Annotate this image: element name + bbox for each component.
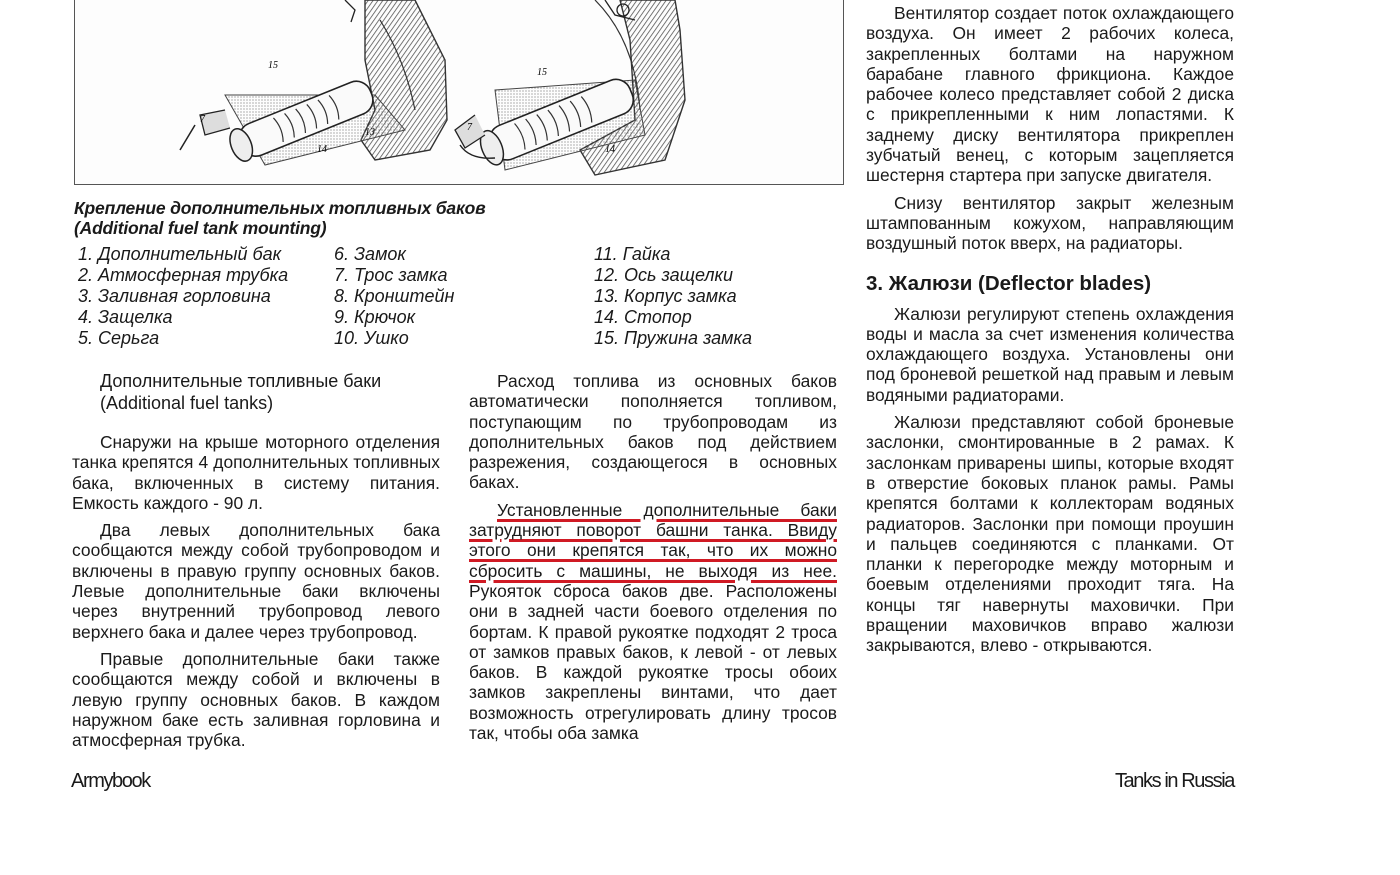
highlighted-text: Установленные дополнительные баки затрудняют поворот башни танка. Ввиду этого они крепятся так, что их можно сбросить с машины, не выходя из нее. bbox=[469, 499, 837, 581]
left-assembly bbox=[180, 0, 447, 165]
paragraph: Вентилятор создает поток охлаждающего воздуха. Он имеет 2 рабочих колеса, закрепленных болтами на наружном барабане главного фрикциона. Каждое рабочее колесо представляет собой 2 диска с прикрепленными к ним лопастями. К заднему диску вентилятора прикреплен зубчатый венец, с которым зацепляется шестерня стартера при запуске двигателя. bbox=[866, 3, 1234, 186]
paragraph-continuation: Рукояток сброса баков две. Расположены они в задней части боевого отделения по бортам. К правой рукоятке подходят 2 троса от замков правых баков, к левой - от левых баков. В каждой рукоятке тросы обоих замков закреплены винтами, что дает возможность отрегулировать длину тросов так, чтобы оба замка bbox=[469, 580, 837, 744]
callout-label: 14 bbox=[605, 144, 615, 155]
fuel-tank-mounting-drawing bbox=[75, 0, 843, 184]
legend-item: 15. Пружина замка bbox=[594, 328, 753, 348]
caption-title-ru: Крепление дополнительных топливных баков bbox=[74, 198, 486, 218]
paragraph: Два левых дополнительных бака сообщаются между собой трубопроводом и включены в правую группу основных баков. Левые дополнительные баки включены через внутренний трубопровод левого верхнего бака и далее через трубопровод. bbox=[72, 520, 440, 642]
subheading-en: (Additional fuel tanks) bbox=[100, 393, 274, 413]
legend-column-1 bbox=[78, 244, 288, 349]
callout-label: 7 bbox=[467, 122, 472, 133]
legend-item: 3. Заливная горловина bbox=[78, 286, 271, 306]
legend-item: 8. Кронштейн bbox=[334, 286, 455, 306]
legend-column-2 bbox=[334, 244, 454, 349]
callout-label: 14 bbox=[317, 144, 327, 155]
text-column-1 bbox=[72, 370, 440, 750]
legend-item: 5. Серьга bbox=[78, 328, 160, 348]
legend-item: 1. Дополнительный бак bbox=[78, 244, 282, 264]
callout-label: 15 bbox=[537, 67, 547, 78]
legend-item: 2. Атмосферная трубка bbox=[78, 265, 289, 285]
legend-item: 11. Гайка bbox=[594, 244, 671, 264]
paragraph: Снизу вентилятор закрыт железным штампованным кожухом, направляющим воздушный поток вверх, на радиаторы. bbox=[866, 192, 1234, 254]
text-column-2 bbox=[469, 371, 837, 743]
callout-label: 13 bbox=[365, 127, 375, 138]
paragraph: Жалюзи регулируют степень охлаждения воды и масла за счет изменения количества охлаждающего воздуха. Установлены они под броневой решеткой над правым и левым водяными радиаторами. bbox=[866, 303, 1234, 405]
callout-label: 7 bbox=[200, 114, 205, 125]
paragraph bbox=[469, 500, 837, 744]
caption-title-en: (Additional fuel tank mounting) bbox=[74, 218, 327, 238]
right-assembly bbox=[455, 0, 685, 175]
paragraph: Правые дополнительные баки также сообщаются между собой и включены в левую группу основных баков. В каждом наружном баке есть заливная горловина и атмосферная трубка. bbox=[72, 648, 440, 751]
subheading-ru: Дополнительные топливные баки bbox=[100, 371, 382, 391]
legend-item: 7. Трос замка bbox=[334, 265, 448, 285]
legend-item: 14. Стопор bbox=[594, 307, 692, 327]
legend-item: 6. Замок bbox=[334, 244, 406, 264]
legend-item: 4. Защелка bbox=[78, 307, 173, 327]
text-column-3 bbox=[866, 3, 1234, 656]
legend-item: 10. Ушко bbox=[334, 328, 409, 348]
callout-label: 15 bbox=[268, 60, 278, 71]
legend-item: 12. Ось защелки bbox=[594, 265, 734, 285]
section-subheading bbox=[72, 370, 440, 414]
paragraph: Снаружи на крыше моторного отделения танка крепятся 4 дополнительных топливных бака, включенных в систему питания. Емкость каждого - 90 л. bbox=[72, 432, 440, 513]
paragraph: Расход топлива из основных баков автоматически пополняется топливом, поступающим по трубопроводам из дополнительных баков под действием разрежения, создающегося в основных баках. bbox=[469, 371, 837, 493]
section-heading: 3. Жалюзи (Deflector blades) bbox=[866, 271, 1152, 295]
footer-left-label: Armybook bbox=[71, 770, 150, 792]
legend-column-3 bbox=[594, 244, 752, 349]
paragraph: Жалюзи представляют собой броневые заслонки, смонтированные в 2 рамах. К заслонкам приварены шипы, которые входят в отверстие боковых планок рамы. Рамы крепятся болтами к коллекторам водяных радиаторов. Заслонки при помощи проушин и пальцев соединяются с планками. От планки к перегородке между моторным и боевым отделениями проходит тяга. На концы тяг навернуты маховички. При вращении маховичков вправо жалюзи закрываются, влево - открываются. bbox=[866, 412, 1234, 656]
legend-item: 13. Корпус замка bbox=[594, 286, 737, 306]
technical-drawing bbox=[74, 0, 844, 185]
figure-caption bbox=[74, 198, 834, 238]
legend-item: 9. Крючок bbox=[334, 307, 416, 327]
footer-right-label: Tanks in Russia bbox=[1114, 770, 1234, 792]
